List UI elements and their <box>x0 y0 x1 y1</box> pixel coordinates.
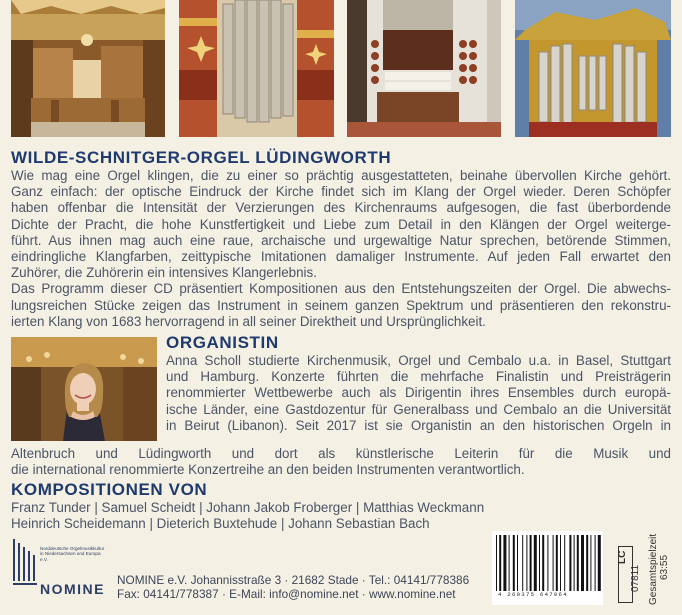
logo-subtitle-line: e.V. <box>40 556 48 562</box>
organistin-line: Anna Scholl studierte Kirchenmusik, Orgel und Cembalo u.a. in Basel, Stuttgart <box>166 353 671 368</box>
intro-line: Dichte der Pracht, die hohe Kunstfertigkeit und Liebe zum Detail in den Klängen der Orgel weiterge- <box>11 216 671 232</box>
organist-portrait-photo <box>11 337 157 441</box>
organistin-line: Altenbruch und Lüdingworth und dort als künstlerische Leiterin für die Musik und <box>11 446 671 461</box>
organistin-line: und Hamburg. Konzerte führten die mehrfache Finalistin und Preisträgerin <box>166 369 671 385</box>
organistin-line: in Beirut (Libanon). Seit 2017 ist sie Organistin an den historischen Orgeln in <box>166 417 671 433</box>
intro-line: lungsreichen Stücke zeigen das Instrument in seinem ganzen Spektrum und präsentieren den rekonstru- <box>11 297 671 313</box>
intro-line: eindringliche Klangfarben, zeittypische Imitationen damaliger Instrumente. Auf jeden Fall erwartet den <box>11 249 671 265</box>
intro-text <box>11 168 671 330</box>
address-line: Fax: 04141/778387 · E-Mail: info@nomine.net · www.nomine.net <box>117 587 456 601</box>
organistin-line: ische Länder, eine Gastdozentur für Generalbass und Cembalo an die Universität <box>166 401 671 417</box>
publisher-address <box>117 573 469 601</box>
label-code-number: 07811 <box>630 564 641 592</box>
organistin-text <box>166 353 671 434</box>
barcode-digits: 4 260375 647064 <box>498 591 568 598</box>
organ-console-photo <box>347 0 501 137</box>
label-code: LC <box>617 550 628 564</box>
intro-line: führt. Aus ihnen mag auch eine raue, archaische und urgewaltige Natur sprechen, betörende Stimmen, <box>11 232 671 248</box>
intro-line: Zuhörer, die Zuhörerin ein intensives Klangerlebnis. <box>11 265 317 281</box>
kompositionen-heading: KOMPOSITIONEN VON <box>11 480 208 499</box>
runtime-label: Gesamtspielzeit <box>648 533 659 605</box>
organistin-line: renommierter Wettbewerbe auch als Dirigentin ihres Ensembles durch europä- <box>166 385 671 401</box>
composers-line: Heinrich Scheidemann | Dieterich Buxtehude | Johann Sebastian Bach <box>11 516 430 532</box>
address-line: NOMINE e.V. Johannisstraße 3 · 21682 Stade · Tel.: 04141/778386 <box>117 573 470 587</box>
logo-subtitle <box>40 546 105 562</box>
composers-list <box>11 500 551 532</box>
organistin-text-continued <box>11 446 671 478</box>
organistin-line: die international renommierte Konzertreihe an den beiden Instrumenten verantwortlich. <box>11 462 525 478</box>
intro-line: Wie mag eine Orgel klingen, die zu einer so prächtig ausgestatteten, beinahe übervollen Kirche gehört. <box>11 168 671 183</box>
organ-pipes-photo <box>179 0 334 137</box>
logo-subtitle-line: Norddeutsche Orgelmusikkultur <box>40 546 105 551</box>
church-interior-photo <box>11 0 165 137</box>
intro-line: haben offenbar die Intensität der Verzierungen des Kirchenraums aufgesogen, die fast überbordende <box>11 200 671 216</box>
intro-line: Das Programm dieser CD präsentiert Kompositionen aus den Entstehungszeiten der Orgel. Die abwechs- <box>11 281 671 297</box>
logo-subtitle-line: in Niedersachsen und Europa <box>40 551 101 557</box>
intro-line: Ganz einfach: der optische Eindruck der Kirche findet sich im Klang der Orgel wieder. Deren Schöpfer <box>11 184 671 200</box>
runtime-value: 63:55 <box>659 554 670 580</box>
organistin-heading: ORGANISTIN <box>166 333 279 352</box>
page-title: WILDE-SCHNITGER-ORGEL LÜDINGWORTH <box>11 148 392 167</box>
composers-line: Franz Tunder | Samuel Scheidt | Johann Jakob Froberger | Matthias Weckmann <box>11 500 485 515</box>
logo-wordmark: NOMINE <box>40 581 105 597</box>
intro-line: ierten Klang von 1683 hervorragend in all seiner Direktheit und Ursprünglichkeit. <box>11 313 486 329</box>
organ-case-photo <box>515 0 671 137</box>
